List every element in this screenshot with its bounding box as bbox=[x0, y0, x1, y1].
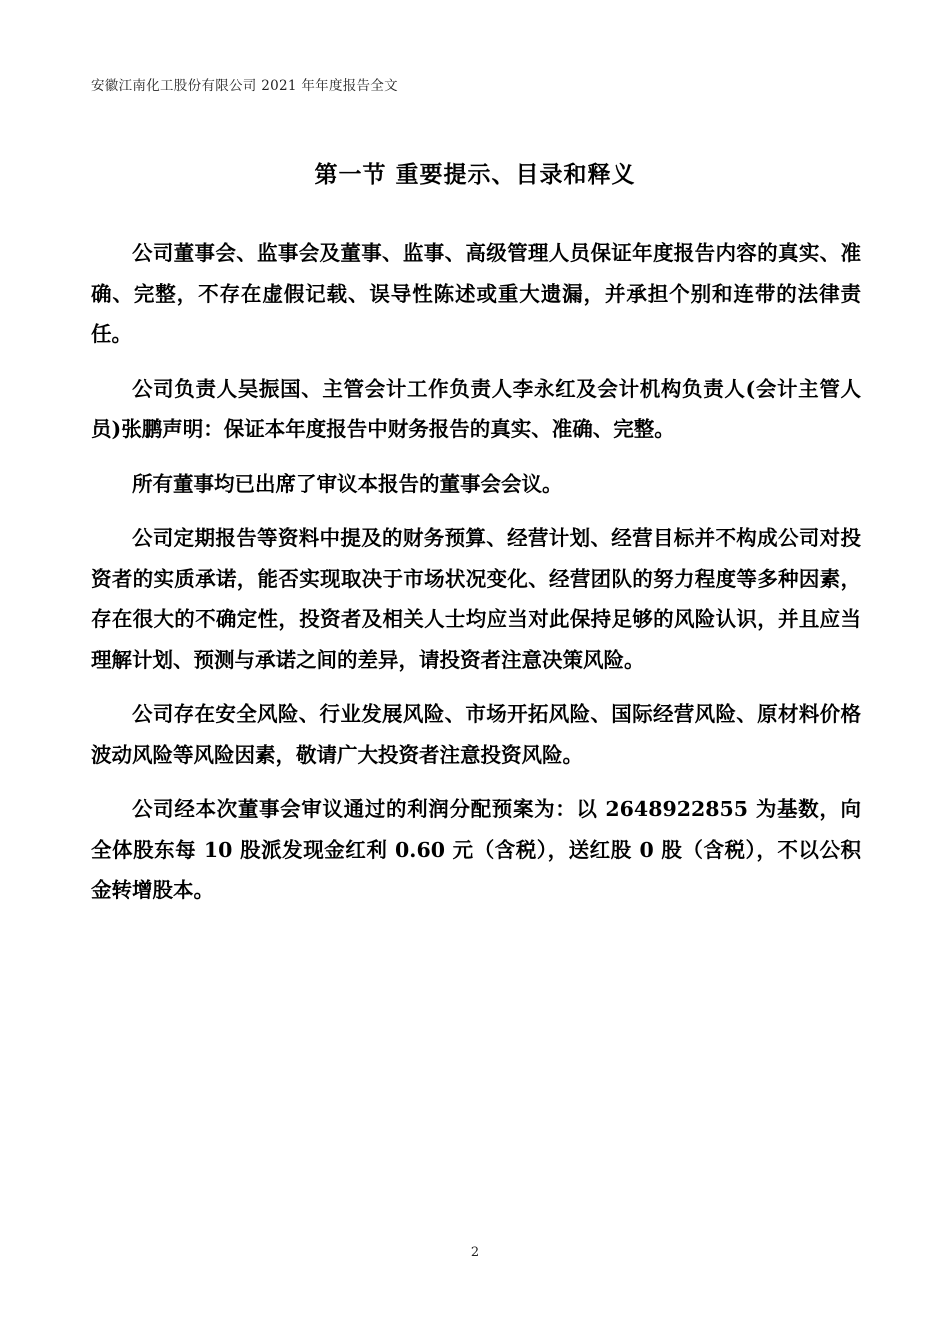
section-title: 第一节 重要提示、目录和释义 bbox=[314, 161, 636, 188]
paragraph-responsible-persons: 公司负责人吴振国、主管会计工作负责人李永红及会计机构负责人(会计主管人员)张鹏声明：保证本年度报告中财务报告的真实、准确、完整。 bbox=[91, 376, 861, 441]
document-body bbox=[91, 233, 861, 925]
paragraph-board-guarantee: 公司董事会、监事会及董事、监事、高级管理人员保证年度报告内容的真实、准确、完整，不存在虚假记载、误导性陈述或重大遗漏，并承担个别和连带的法律责任。 bbox=[91, 241, 861, 346]
paragraph-profit-distribution: 公司经本次董事会审议通过的利润分配预案为：以 2648922855 为基数，向全体股东每 10 股派发现金红利 0.60 元（含税），送红股 0 股（含税），不以公积金转增股本。 bbox=[91, 797, 861, 902]
page-number: 2 bbox=[470, 1245, 480, 1260]
paragraph-forward-looking: 公司定期报告等资料中提及的财务预算、经营计划、经营目标并不构成公司对投资者的实质承诺，能否实现取决于市场状况变化、经营团队的努力程度等多种因素，存在很大的不确定性，投资者及相关人士均应当对此保持足够的风险认识，并且应当理解计划、预测与承诺之间的差异，请投资者注意决策风险。 bbox=[91, 526, 861, 672]
paragraph-directors-attendance: 所有董事均已出席了审议本报告的董事会会议。 bbox=[132, 471, 563, 496]
report-header: 安徽江南化工股份有限公司 2021 年年度报告全文 bbox=[91, 78, 398, 94]
paragraph-risk-factors: 公司存在安全风险、行业发展风险、市场开拓风险、国际经营风险、原材料价格波动风险等风险因素，敬请广大投资者注意投资风险。 bbox=[91, 702, 861, 767]
